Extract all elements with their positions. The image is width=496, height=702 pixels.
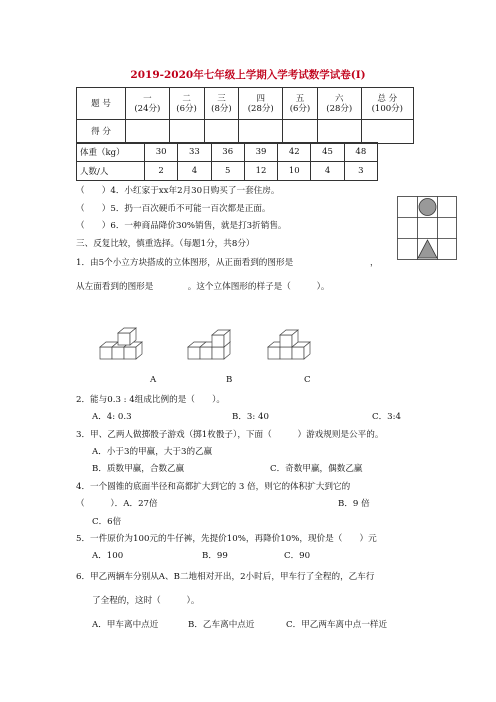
score-col-4: 四 (28分) xyxy=(239,88,283,120)
tf-item-4: （ ）4．小红家于xx年2月30日购买了一套住房。 xyxy=(76,186,280,196)
q6-line1: 6．甲乙两辆车分别从A、B二地相对开出，2小时后，甲车行了全程的，乙车行 xyxy=(76,572,375,582)
count-cell: 4 xyxy=(311,162,344,181)
page-title: 2019-2020年七年级上学期入学考试数学试卷(I) xyxy=(130,69,366,81)
q5-option-b: B．99 xyxy=(202,551,228,561)
score-col-1: 一 (24分) xyxy=(126,88,170,120)
q2-option-b: B．3: 40 xyxy=(232,412,269,422)
score-cell[interactable] xyxy=(239,120,283,144)
q3-stem: 3．甲、乙两人做掷骰子游戏（掷1枚骰子），下面（ ）游戏规则是公平的。 xyxy=(76,430,384,440)
q6-option-c: C．甲乙两车离中点一样近 xyxy=(286,620,388,630)
q4-option-b: B．9 倍 xyxy=(338,499,370,509)
q2-option-a: A．4: 0.3 xyxy=(92,412,132,422)
q6-line2: 了全程的，这时（ ）。 xyxy=(92,596,200,606)
q4-line1: 4．一个圆锥的底面半径和高都扩大到它的 3 倍，则它的体积扩大到它的 xyxy=(76,482,351,492)
score-col-6: 六 (28分) xyxy=(317,88,361,120)
weight-cell: 36 xyxy=(211,143,244,162)
q2-option-c: C．3:4 xyxy=(372,412,401,422)
weight-cell: 30 xyxy=(145,143,178,162)
score-cell[interactable] xyxy=(361,120,413,144)
score-col-3: 三 (8分) xyxy=(204,88,239,120)
weight-cell: 39 xyxy=(244,143,277,162)
score-col-2: 二 (6分) xyxy=(169,88,204,120)
count-cell: 3 xyxy=(344,162,377,181)
tf-item-6: （ ）6．一种商品降价30%销售，就是打3折销售。 xyxy=(76,221,287,231)
cube-figure-c xyxy=(264,325,322,363)
q5-option-a: A．100 xyxy=(92,551,124,561)
circle-shape xyxy=(419,199,436,216)
score-cell[interactable] xyxy=(204,120,239,144)
cube-figure-a xyxy=(96,325,154,363)
q6-option-b: B．乙车离中点近 xyxy=(188,620,255,630)
tf-item-5: （ ）5．扔一百次硬币不可能一百次都是正面。 xyxy=(76,204,271,214)
score-table xyxy=(76,87,414,144)
count-cell: 10 xyxy=(278,162,311,181)
score-header-label: 题 号 xyxy=(77,88,126,120)
score-cell[interactable] xyxy=(283,120,318,144)
grid-figure xyxy=(397,196,457,260)
weight-table xyxy=(76,142,378,181)
cube-label-a: A xyxy=(150,375,157,385)
weight-cell: 33 xyxy=(178,143,211,162)
triangle-shape xyxy=(418,240,437,258)
weight-cell: 42 xyxy=(278,143,311,162)
weight-cell: 45 xyxy=(311,143,344,162)
count-cell: 4 xyxy=(178,162,211,181)
cube-figure-b xyxy=(184,325,242,363)
score-cell[interactable] xyxy=(317,120,361,144)
count-row-label: 人数/人 xyxy=(77,162,145,181)
q3-option-a: A．小于3的甲赢，大于3的乙赢 xyxy=(92,447,213,457)
score-cell[interactable] xyxy=(126,120,170,144)
score-row-label: 得 分 xyxy=(77,120,126,144)
count-cell: 2 xyxy=(145,162,178,181)
score-col-5: 五 (6分) xyxy=(283,88,318,120)
q3-option-c: C．奇数甲赢，偶数乙赢 xyxy=(270,464,363,474)
section-heading: 三、反复比较，慎重选择。（每题1分，共8分） xyxy=(76,239,255,249)
count-cell: 5 xyxy=(211,162,244,181)
score-col-total: 总 分 (100分) xyxy=(361,88,413,120)
q3-option-b: B．质数甲赢，合数乙赢 xyxy=(92,464,185,474)
q5-option-c: C．90 xyxy=(284,551,311,561)
q4-option-c: C．6倍 xyxy=(92,517,122,527)
cube-label-c: C xyxy=(304,375,311,385)
q5-stem: 5．一件原价为100元的牛仔裤，先提价10%，再降价10%，现价是（ ）元 xyxy=(76,534,377,544)
q1-line2: 从左面看到的图形是 。这个立体图形的样子是（ ）。 xyxy=(76,282,330,292)
count-cell: 12 xyxy=(244,162,277,181)
score-cell[interactable] xyxy=(169,120,204,144)
q1-line1-end: ， xyxy=(370,258,379,268)
q1-line1: 1．由5个小立方块搭成的立体图形，从正面看到的图形是 xyxy=(76,258,294,268)
weight-cell: 48 xyxy=(344,143,377,162)
q4-line2: （ ）．A．27倍 xyxy=(76,499,158,509)
q6-option-a: A．甲车离中点近 xyxy=(92,620,159,630)
q2-stem: 2．能与0.3 : 4组成比例的是（ ）。 xyxy=(76,395,225,405)
weight-row-label: 体重（kg） xyxy=(77,143,145,162)
cube-label-b: B xyxy=(226,375,233,385)
